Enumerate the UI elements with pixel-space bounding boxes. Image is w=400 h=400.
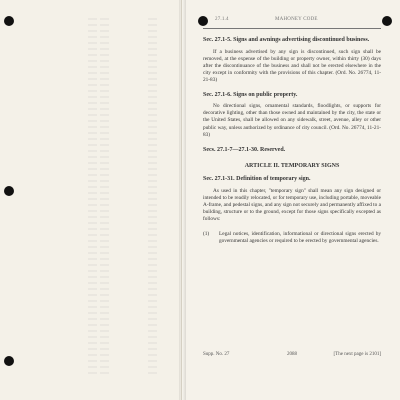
header-section-range: 27.1.4	[215, 17, 229, 22]
section-body: If a business advertised by any sign is discontinued, such sign shall be removed, at the expense of the building or property owner, within thirty (30) days after the discontinuance of the business and shall not be erected elsewhere in the city except in conformity with the provisions of this chapter. (Ord. No. 26774, 11-21-83)	[203, 48, 381, 84]
left-page	[0, 0, 182, 400]
section-body: No directional signs, ornamental standards, floodlights, or supports for decorative lighting, other than those owned and maintained by the city, the state or the United States, shall be allowed on any sidewalk, street, avenue, alley or other public way, unless authorized by ordinance of city council. (Ord. No. 26774, 11-21-83)	[203, 103, 381, 138]
section-heading	[203, 176, 381, 184]
section-number: Sec. 27.1-31.	[203, 176, 235, 183]
binder-hole	[4, 16, 14, 26]
next-page-note: [The next page is 2101]	[333, 352, 381, 357]
section-title: Signs and awnings advertising discontinued business.	[233, 37, 370, 43]
section-heading	[203, 37, 381, 45]
section-number: Sec. 27.1-5.	[203, 37, 232, 43]
section-heading	[203, 92, 381, 100]
section-title: Signs on public property.	[233, 91, 298, 98]
list-marker: (1)	[203, 230, 210, 237]
binder-hole	[382, 16, 392, 26]
left-page-bleed	[100, 18, 109, 378]
binder-hole	[4, 356, 14, 366]
section-body: As used in this chapter, "temporary sign" shall mean any sign designed or intended to be readily relocated, or for temporary use, including portable, moveable A-frame, and pedestal signs, and any sign not securely and permanently affixed to a building, structure or to the ground, except for those signs specifically excepted as follows:	[203, 187, 381, 223]
header-code-title: MAHONEY CODE	[275, 17, 318, 22]
left-page-bleed	[148, 18, 157, 378]
page-number: 2088	[287, 352, 297, 357]
page-gutter	[179, 0, 186, 400]
section-number: Sec. 27.1-6.	[203, 91, 232, 98]
list-item-text: Legal notices, identification, informational or directional signs erected by governmental agencies or required to be erected by governmental agencies.	[219, 230, 381, 244]
left-page-bleed	[88, 18, 97, 378]
page-header	[203, 17, 381, 29]
binder-hole	[4, 186, 14, 196]
definition-list-item	[203, 231, 381, 245]
section-title: Definition of temporary sign.	[236, 176, 311, 183]
page-content	[203, 17, 381, 387]
article-heading: ARTICLE II. TEMPORARY SIGNS	[244, 163, 340, 170]
reserved-sections: Secs. 27.1-7—27.1-30. Reserved.	[203, 147, 286, 154]
supplement-number: Supp. No. 27	[203, 352, 230, 357]
